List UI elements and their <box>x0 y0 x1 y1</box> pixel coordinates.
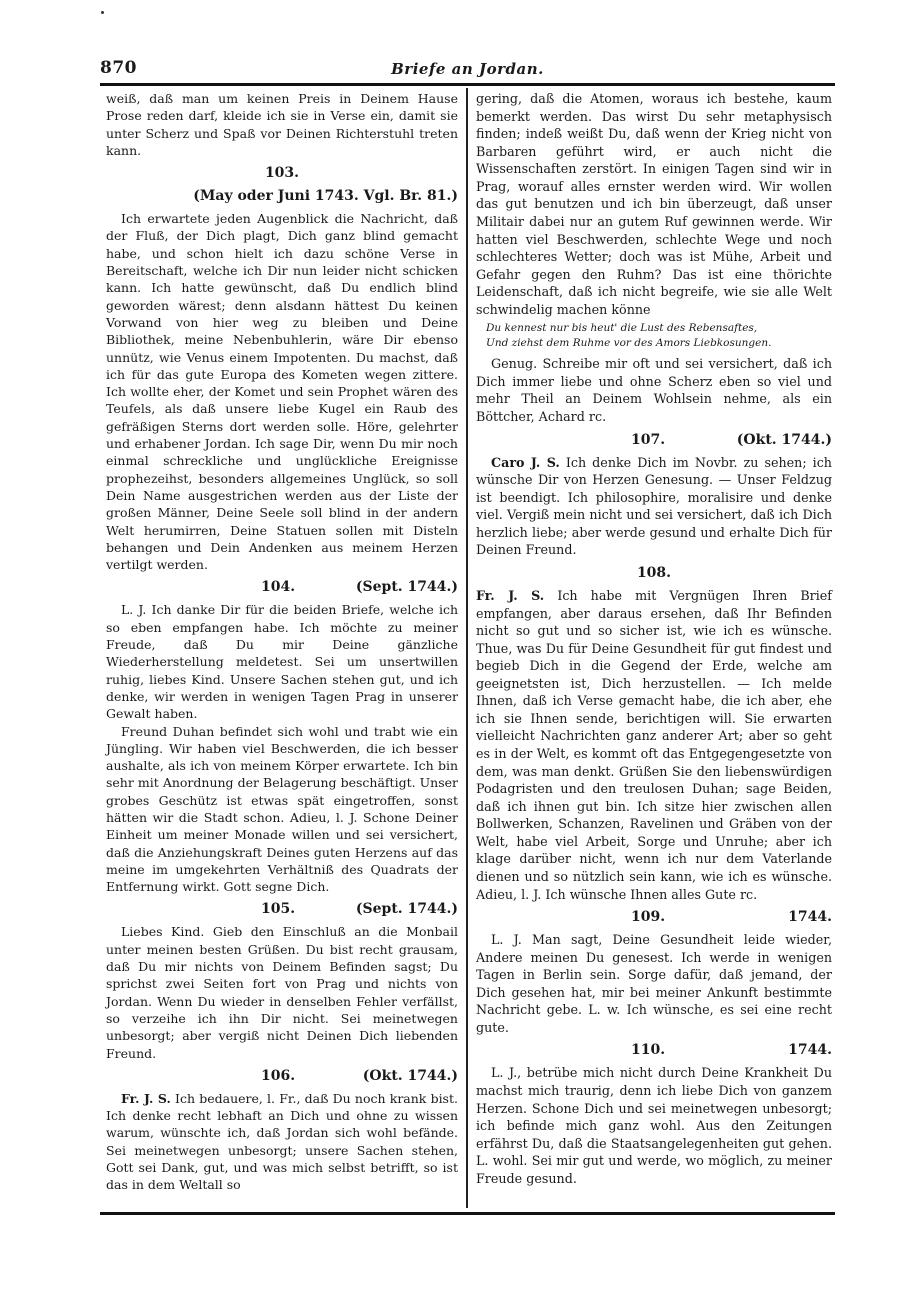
letter-text: Ich bedauere, l. Fr., daß Du noch krank bist. Ich denke recht lebhaft an Dich und ohne zu wissen warum, wünschte ich, daß Jordan sich wohl befände. Sei meinetwegen unbesorgt; unsere Sachen stehen, Gott sei Dank, gut, und was mich selbst betrifft, so ist das in dem Weltall so <box>106 1090 458 1193</box>
letter-number: 108. <box>636 564 672 581</box>
verse-line: Du kennest nur bis heut' die Lust des Rebensaftes, <box>486 322 758 335</box>
continuation-paragraph: gering, daß die Atomen, woraus ich bestehe, kaum bemerkt werden. Das wirst Du sehr metaphysisch finden; indeß weißt Du, daß wenn der Krieg nicht von Barbaren geführt wird, er auch nicht die Wissenschaften zerstört. In einigen Tagen sind wir in Prag, worauf alles ernster werden wird. Wir wollen das gut benutzen und ich bin überzeugt, daß unser Militair dabei nur an gutem Ruf gewinnen werde. Wir hatten viel Beschwerden, schlechte Wege und noch schlechteres Wetter; doch was ist Mühe, Arbeit und Gefahr gegen den Ruhm? Das ist eine thörichte Leidenschaft, daß ich nicht begreife, wie sie alle Welt schwindelig machen könne <box>476 91 832 317</box>
letter-date: (Sept. 1744.) <box>355 901 458 918</box>
letter-heading-106 <box>106 1067 458 1086</box>
letter-heading-105 <box>106 900 458 919</box>
letter-number: 106. <box>261 1067 296 1084</box>
letter-heading-109 <box>476 908 832 927</box>
letter-heading-110 <box>476 1041 832 1060</box>
letter-heading-107 <box>476 431 832 450</box>
column-divider <box>466 88 468 1208</box>
letter-body-110: L. J., betrübe mich nicht durch Deine Krankheit Du machst mich traurig, denn ich liebe Dich von ganzem Herzen. Schone Dich und sei meinetwegen unbesorgt; ich befinde mich ganz wohl. Aus den Zeitungen erfährst Du, daß die Staatsangelegenheiten gut gehen. L. wohl. Sei mir gut und werde, wo möglich, zu meiner Freude gesund. <box>476 1065 832 1186</box>
page-number: 870 <box>100 58 137 78</box>
letter-text: Ich habe mit Vergnügen Ihren Brief empfangen, aber daraus ersehen, daß Ihr Befinden nicht so gut und so sicher ist, wie ich es wünsche. Thue, was Du für Deine Gesundheit für gut findest und begieb Dich in die Gegend der Erde, welche am geeignetsten ist, Dich herzustellen. — Ich melde Ihnen, daß ich Verse gemacht habe, die ich aber, ehe ich sie Ihnen sende, berichtigen will. Sie erwarten vielleicht Nachrichten ganz anderer Art; aber so geht es in der Welt, es kommt oft das Entgegengesetzte von dem, was man denkt. Grüßen Sie den liebenswürdigen Podagristen und den treulosen Duhan; sage Beiden, daß ich ihnen gut bin. Ich sitze hier zwischen allen Bollwerken, Schanzen, Ravelinen und Gräben von der Welt, habe viel Arbeit, Sorge und Unruhe; aber ich klage darüber nicht, wenn ich nur dem Vaterlande dienen und so nützlich sein kann, wie ich es wünsche. Adieu, l. J. Ich wünsche Ihnen alles Gute rc. <box>476 587 832 902</box>
letter-date: 1744. <box>788 1042 832 1059</box>
letter-body-108 <box>476 587 832 903</box>
letter-body-105: Liebes Kind. Gieb den Einschluß an die Monbail unter meinen besten Grüßen. Du bist recht grausam, daß Du mir nichts von Deinem Befinden sagst; Du sprichst zwei Seiten fort von Prag und nichts von Jordan. Wenn Du wieder in denselben Fehler verfällst, so verzeihe ich ihn Dir nicht. Sei meinetwegen unbesorgt; aber vergiß nicht Deinen Dich liebenden Freund. <box>106 924 458 1061</box>
letter-number: 110. <box>631 1042 666 1059</box>
page-header <box>100 58 835 84</box>
footer-rule <box>100 1212 835 1215</box>
letter-heading-103 <box>106 164 458 183</box>
letter-body-107 <box>476 454 832 559</box>
left-column <box>106 90 458 1194</box>
letter-date: (Sept. 1744.) <box>355 579 458 596</box>
header-rule <box>100 83 835 86</box>
right-column <box>476 90 832 1187</box>
letter-date-row-103 <box>106 187 458 206</box>
letter-body-109: L. J. Man sagt, Deine Gesundheit leide wieder, Andere meinen Du genesest. Ich werde in wenigen Tagen in Berlin sein. Sorge dafür, daß jemand, der Dich gesehen hat, mir bei meiner Ankunft bestimmte Nachricht gebe. L. w. Ich wünsche, es sei eine recht gute. <box>476 932 832 1035</box>
letter-date: (May oder Juni 1743. Vgl. Br. 81.) <box>193 188 458 205</box>
letter-body-103: Ich erwartete jeden Augenblick die Nachricht, daß der Fluß, der Dich plagt, Dich ganz blind gemacht habe, und schon hielt ich dazu schöne Verse in Bereitschaft, welche ich Dir nun leider nicht schicken kann. Ich hatte gewünscht, daß Du endlich blind geworden wärest; denn alsdann hättest Du keinen Vorwand von hier weg zu bleiben und Deine Bibliothek, meine Nebenbuhlerin, wäre Dir ebenso unnütz, wie Venus einem Impotenten. Du machst, daß ich für das gute Europa des Kometen wegen zittere. Ich wollte eher, der Komet und sein Prophet wären des Teufels, als daß unsere liebe Kugel ein Raub des gefräßigen Sterns dort werden solle. Höre, gelehrter und erhabener Jordan. Ich sage Dir, wenn Du mir noch einmal schreckliche und unglückliche Ereignisse prophezeihst, besonders allgemeines Unglück, so soll Dein Name ausgestrichen werden aus der Liste der großen Männer, Deine Seele soll blind in der andern Welt herumirren, Deine Statuen sollen mit Disteln behangen und Dein Andenken aus meinem Herzen vertilgt werden. <box>106 211 458 573</box>
salutation: Caro J. S. <box>491 454 560 470</box>
letter-body-104-p2: Freund Duhan befindet sich wohl und trabt wie ein Jüngling. Wir haben viel Beschwerden, die ich besser aushalte, als ich von meinem Körper erwartete. Ich bin sehr mit Anordnung der Belagerung beschäftigt. Unser grobes Geschütz ist etwas spät eingetroffen, sonst hätten wir die Stadt schon. Adieu, l. J. Schone Deiner Einheit um meiner Monade willen und sei versichert, daß die Anziehungskraft Deines guten Herzens auf das meine im umgekehrten Verhältniß des Quadrats der Entfernung wirkt. Gott segne Dich. <box>106 723 458 895</box>
letter-heading-108 <box>476 564 832 583</box>
verse-quote <box>486 321 832 351</box>
letter-date: (Okt. 1744.) <box>736 431 832 448</box>
opening-paragraph: weiß, daß man um keinen Preis in Deinem Hause Prose reden darf, kleide ich sie in Verse ein, damit sie unter Scherz und Spaß vor Deinen Richterstuhl treten kann. <box>106 91 458 158</box>
running-title: Briefe an Jordan. <box>391 60 544 78</box>
letter-text: Ich denke Dich im Novbr. zu sehen; ich wünsche Dir von Herzen Genesung. — Unser Feldzug ist beendigt. Ich philosophire, moralisire und denke viel. Vergiß mein nicht und sei versichert, daß ich Dich herzlich liebe; aber werde gesund und erhalte Dich für Deinen Freund. <box>476 454 832 558</box>
letter-number: 109. <box>631 909 666 926</box>
letter-date: (Okt. 1744.) <box>362 1067 458 1084</box>
salutation: Fr. J. S. <box>121 1090 171 1106</box>
letter-number: 104. <box>261 579 296 596</box>
letter-number: 103. <box>264 165 300 182</box>
letter-body-104-p1: L. J. Ich danke Dir für die beiden Briefe, welche ich so eben empfangen habe. Ich möchte zu meiner Freude, daß Du mir Deine gänzliche Wiederherstellung meldetest. Sei um unsertwillen ruhig, liebes Kind. Unsere Sachen stehen gut, und ich denke, wir werden in wenigen Tagen Prag in unserer Gewalt haben. <box>106 602 458 722</box>
letter-date: 1744. <box>788 909 832 926</box>
letter-heading-104 <box>106 578 458 597</box>
closing-paragraph: Genug. Schreibe mir oft und sei versichert, daß ich Dich immer liebe und ohne Scherz eben so viel und mehr Theil an Deinem Wohlsein nehme, als ein Böttcher, Achard rc. <box>476 356 832 424</box>
salutation: Fr. J. S. <box>476 587 545 603</box>
verse-line: Und ziehst dem Ruhme vor des Amors Liebkosungen. <box>486 337 772 350</box>
letter-body-106 <box>106 1090 458 1194</box>
ink-speck <box>101 11 104 14</box>
letter-number: 107. <box>631 431 666 448</box>
letter-number: 105. <box>261 901 296 918</box>
